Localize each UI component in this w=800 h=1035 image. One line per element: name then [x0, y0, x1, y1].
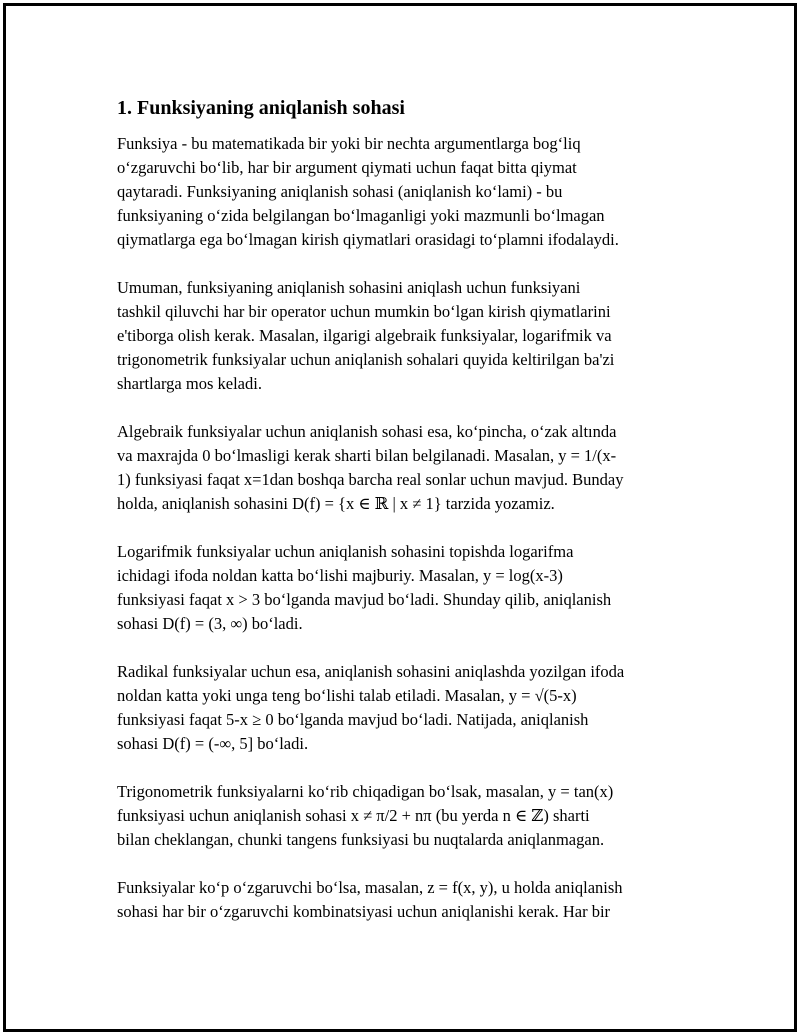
text-line: trigonometrik funksiyalar uchun aniqlanish sohalari quyida keltirilgan ba'zi — [117, 350, 615, 369]
text-line: bilan cheklangan, chunki tangens funksiyasi bu nuqtalarda aniqlanmagan. — [117, 830, 605, 849]
paragraph-definition — [117, 132, 687, 252]
text-line: Umuman, funksiyaning aniqlanish sohasini aniqlash uchun funksiyani — [117, 278, 581, 297]
paragraph-radical — [117, 660, 687, 756]
paragraph-logarithmic — [117, 540, 687, 636]
paragraph-multivariable — [117, 876, 687, 924]
text-line: va maxrajda 0 boʻlmasligi kerak sharti bilan belgilanadi. Masalan, y = 1/(x- — [117, 446, 617, 465]
text-line: funksiyasi faqat x > 3 boʻlganda mavjud boʻladi. Shunday qilib, aniqlanish — [117, 590, 612, 609]
text-line: holda, aniqlanish sohasini D(f) = {x ∈ ℝ | x ≠ 1} tarzida yozamiz. — [117, 494, 555, 513]
section-heading: 1. Funksiyaning aniqlanish sohasi — [117, 97, 405, 119]
text-line: sohasi D(f) = (-∞, 5] boʻladi. — [117, 734, 309, 753]
text-line: ichidagi ifoda noldan katta boʻlishi majburiy. Masalan, y = log(x-3) — [117, 566, 563, 585]
text-line: Radikal funksiyalar uchun esa, aniqlanish sohasini aniqlashda yozilgan ifoda — [117, 662, 625, 681]
text-line: Algebraik funksiyalar uchun aniqlanish sohasi esa, koʻpincha, oʻzak altında — [117, 422, 617, 441]
text-line: qiymatlarga ega boʻlmagan kirish qiymatlari orasidagi toʻplamni ifodalaydi. — [117, 230, 619, 249]
document-body — [117, 96, 687, 948]
text-line: Funksiya - bu matematikada bir yoki bir nechta argumentlarga bogʻliq — [117, 134, 581, 153]
text-line: Funksiyalar koʻp oʻzgaruvchi boʻlsa, masalan, z = f(x, y), u holda aniqlanish — [117, 878, 623, 897]
text-line: Logarifmik funksiyalar uchun aniqlanish sohasini topishda logarifma — [117, 542, 574, 561]
text-line: sohasi har bir oʻzgaruvchi kombinatsiyasi uchun aniqlanishi kerak. Har bir — [117, 902, 611, 921]
text-line: tashkil qiluvchi har bir operator uchun mumkin boʻlgan kirish qiymatlarini — [117, 302, 611, 321]
text-line: funksiyasi faqat 5-x ≥ 0 boʻlganda mavjud boʻladi. Natijada, aniqlanish — [117, 710, 589, 729]
paragraph-algebraic — [117, 420, 687, 516]
paragraph-general — [117, 276, 687, 396]
text-line: noldan katta yoki unga teng boʻlishi talab etiladi. Masalan, y = √(5-x) — [117, 686, 577, 705]
text-line: 1) funksiyasi faqat x=1dan boshqa barcha real sonlar uchun mavjud. Bunday — [117, 470, 624, 489]
paragraph-trigonometric — [117, 780, 687, 852]
text-line: oʻzgaruvchi boʻlib, har bir argument qiymati uchun faqat bitta qiymat — [117, 158, 577, 177]
text-line: funksiyasi uchun aniqlanish sohasi x ≠ π/2 + nπ (bu yerda n ∈ ℤ) sharti — [117, 806, 590, 825]
text-line: Trigonometrik funksiyalarni koʻrib chiqadigan boʻlsak, masalan, y = tan(x) — [117, 782, 614, 801]
text-line: e'tiborga olish kerak. Masalan, ilgarigi algebraik funksiyalar, logarifmik va — [117, 326, 612, 345]
text-line: funksiyaning oʻzida belgilangan boʻlmaganligi yoki mazmunli boʻlmagan — [117, 206, 605, 225]
text-line: sohasi D(f) = (3, ∞) boʻladi. — [117, 614, 303, 633]
text-line: qaytaradi. Funksiyaning aniqlanish sohasi (aniqlanish koʻlami) - bu — [117, 182, 563, 201]
text-line: shartlarga mos keladi. — [117, 374, 262, 393]
